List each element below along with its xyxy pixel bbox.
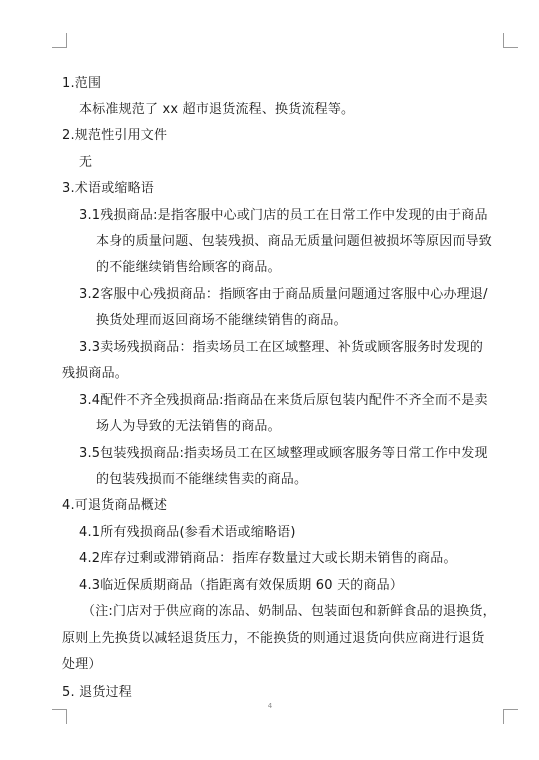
heading-returnable-goods: 4.可退货商品概述 (62, 498, 168, 513)
page-number: 4 (267, 702, 273, 710)
heading-normative-references: 2.规范性引用文件 (62, 128, 168, 143)
term-3-2-line-1: 3.2客服中心残损商品：指顾客由于商品质量问题通过客服中心办理退/ (79, 287, 488, 302)
note-line-1: （注:门店对于供应商的冻品、奶制品、包装面包和新鲜食品的退换货， (82, 604, 496, 619)
term-3-3-line-1: 3.3卖场残损商品：指卖场员工在区域整理、补货或顾客服务时发现的 (79, 340, 484, 355)
term-3-1-line-2: 本身的质量问题、包装残损、商品无质量问题但被损坏等原因而导致 (96, 234, 493, 249)
crop-mark-bottom-left (52, 709, 67, 724)
crop-mark-top-right (503, 33, 518, 48)
paragraph-none: 无 (79, 155, 93, 170)
term-3-2-line-2: 换货处理而返回商场不能继续销售的商品。 (96, 313, 347, 328)
item-4-3: 4.3临近保质期商品（指距离有效保质期 60 天的商品） (79, 578, 404, 593)
crop-mark-bottom-right (503, 709, 518, 724)
item-4-1: 4.1所有残损商品(参看术语或缩略语) (79, 525, 296, 540)
heading-terms: 3.术语或缩略语 (62, 181, 155, 196)
term-3-1-line-3: 的不能继续销售给顾客的商品。 (96, 260, 281, 275)
term-3-5-line-1: 3.5包装残损商品:指卖场员工在区域整理或顾客服务等日常工作中发现 (79, 446, 488, 461)
note-line-2: 原则上先换货以减轻退货压力，不能换货的则通过退货向供应商进行退货 (62, 631, 485, 646)
term-3-4-line-1: 3.4配件不齐全残损商品:指商品在来货后原包装内配件不齐全而不是卖 (79, 393, 488, 408)
term-3-3-line-2: 残损商品。 (62, 366, 129, 381)
crop-mark-top-left (52, 33, 67, 48)
item-4-2: 4.2库存过剩或滞销商品：指库存数量过大或长期未销售的商品。 (79, 551, 457, 566)
note-line-3: 处理） (62, 657, 102, 672)
heading-scope: 1.范围 (62, 76, 102, 91)
paragraph-scope: 本标准规范了 xx 超市退货流程、换货流程等。 (79, 102, 355, 117)
term-3-4-line-2: 场人为导致的无法销售的商品。 (96, 419, 281, 434)
term-3-5-line-2: 的包装残损而不能继续售卖的商品。 (96, 472, 308, 487)
term-3-1-line-1: 3.1残损商品:是指客服中心或门店的员工在日常工作中发现的由于商品 (79, 208, 488, 223)
heading-return-process: 5. 退货过程 (62, 685, 132, 700)
